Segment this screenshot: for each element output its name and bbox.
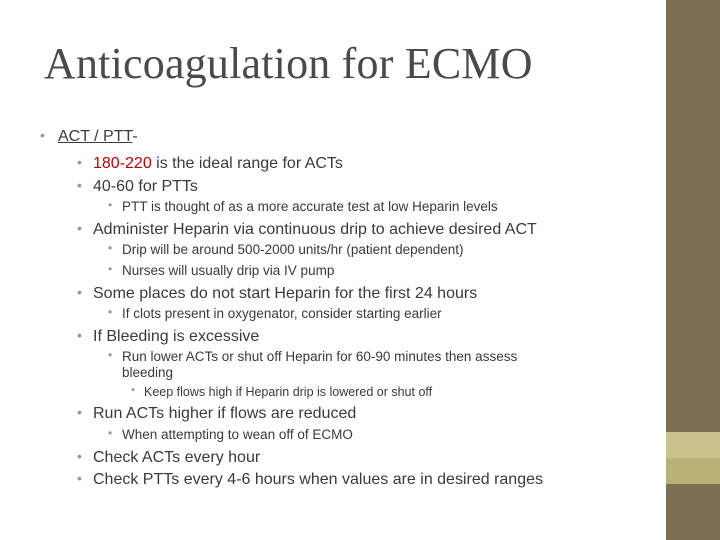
bullet-text: 40-60 for PTTs	[93, 178, 198, 195]
bullet-text: Keep flows high if Heparin drip is lowered or shut off	[144, 385, 433, 399]
bullet-dot: •	[108, 348, 113, 362]
act-range-value: 180-220	[93, 155, 152, 172]
sidebar-accent-band	[666, 432, 720, 458]
bullet-text: Drip will be around 500-2000 units/hr (patient dependent)	[122, 242, 464, 257]
bullet-lower-acts-cont	[122, 365, 173, 380]
bullet-dot: •	[108, 198, 113, 212]
bullet-act-range	[77, 154, 343, 173]
bullet-dot: •	[77, 220, 82, 236]
bullet-text: PTT is thought of as a more accurate test at low Heparin levels	[122, 199, 498, 214]
bullet-ptt-range	[77, 177, 198, 196]
bullet-dot: •	[77, 154, 82, 170]
bullet-administer-heparin	[77, 220, 537, 239]
bullet-lower-acts	[108, 348, 518, 364]
bullet-clots	[108, 305, 442, 321]
bullet-dot: •	[108, 426, 113, 440]
sidebar-accent-band-lower	[666, 458, 720, 484]
bullet-text: Check PTTs every 4-6 hours when values are in desired ranges	[93, 471, 543, 488]
bullet-text: Nurses will usually drip via IV pump	[122, 263, 335, 278]
bullet-bleeding	[77, 327, 260, 346]
bullet-dot: •	[131, 384, 135, 396]
bullet-text-underlined: ACT / PTT	[58, 128, 133, 145]
bullet-text: When attempting to wean off of ECMO	[122, 427, 353, 442]
bullet-ptt-accuracy	[108, 198, 498, 214]
bullet-dot: •	[77, 404, 82, 420]
bullet-text: is the ideal range for ACTs	[151, 155, 343, 172]
bullet-drip-rate	[108, 241, 464, 257]
bullet-delay-heparin	[77, 284, 478, 303]
bullet-dot: •	[77, 448, 82, 464]
bullet-dot: •	[108, 241, 113, 255]
bullet-check-acts	[77, 448, 261, 467]
bullet-keep-flows	[131, 384, 433, 399]
bullet-dot: •	[77, 177, 82, 193]
bullet-wean	[108, 426, 353, 442]
bullet-dot: •	[108, 262, 113, 276]
bullet-iv-pump	[108, 262, 335, 278]
slide-title: Anticoagulation for ECMO	[44, 39, 533, 88]
bullet-text: If Bleeding is excessive	[93, 328, 260, 345]
decorative-sidebar	[666, 0, 720, 540]
bullet-text: Some places do not start Heparin for the first 24 hours	[93, 285, 478, 302]
bullet-text-dash: -	[132, 128, 138, 145]
bullet-text: Administer Heparin via continuous drip to achieve desired ACT	[93, 221, 537, 238]
bullet-text: If clots present in oxygenator, consider starting earlier	[122, 306, 442, 321]
bullet-dot: •	[77, 327, 82, 343]
bullet-run-acts-higher	[77, 404, 357, 423]
bullet-dot: •	[108, 305, 113, 319]
bullet-text: Check ACTs every hour	[93, 449, 261, 466]
bullet-text: bleeding	[122, 365, 174, 380]
bullet-check-ptts	[77, 470, 543, 489]
bullet-dot: •	[77, 470, 82, 486]
bullet-text: Run ACTs higher if flows are reduced	[93, 405, 357, 422]
bullet-text: Run lower ACTs or shut off Heparin for 60-90 minutes then assess	[122, 349, 518, 364]
bullet-dot: •	[77, 284, 82, 300]
bullet-act-ptt	[40, 127, 138, 146]
bullet-dot: •	[40, 127, 45, 143]
